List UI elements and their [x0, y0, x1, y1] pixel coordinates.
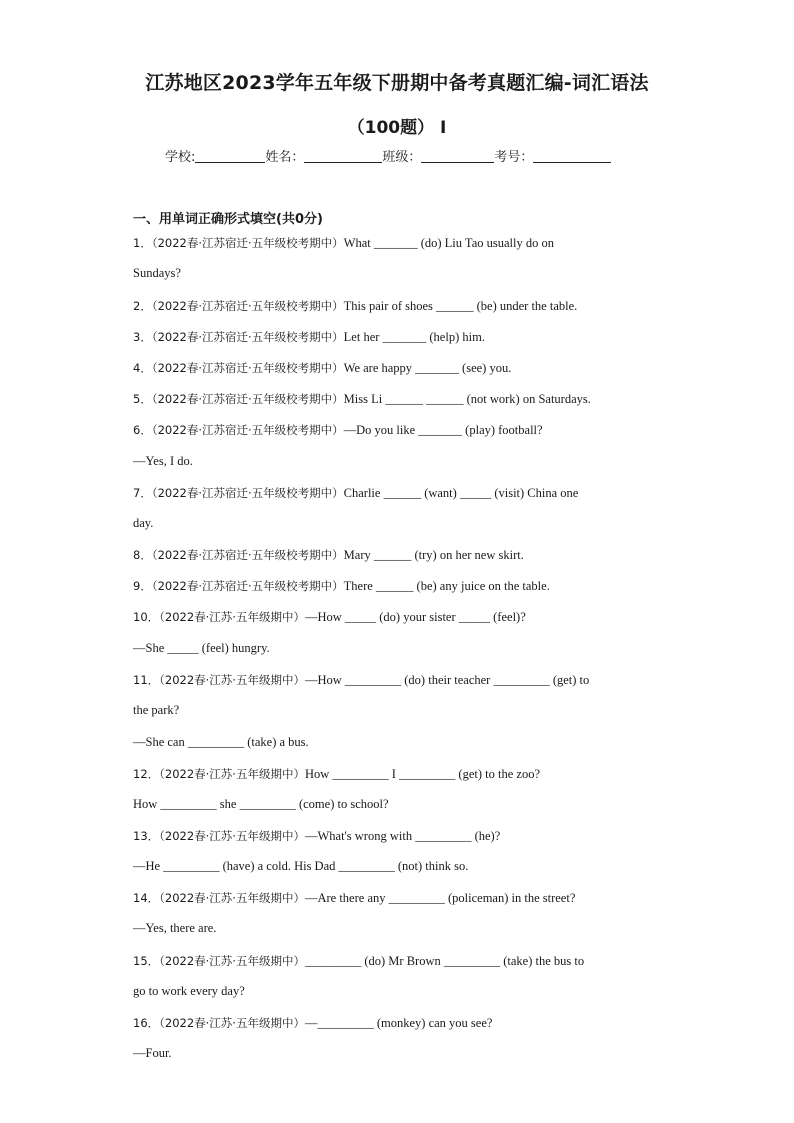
question-line — [133, 1015, 492, 1031]
question-text: —What's wrong with _________ (he)? — [304, 829, 501, 843]
question-text: the park? — [133, 703, 180, 717]
question-text: day. — [133, 516, 154, 530]
question-source: 8．（2022春·江苏宿迁·五年级校考期中） — [133, 548, 344, 562]
question-text: —Yes, I do. — [133, 454, 193, 468]
question-line — [133, 422, 543, 438]
school-label: 学校: — [165, 150, 196, 165]
section-heading: 一、用单词正确形式填空(共0分) — [133, 212, 323, 227]
question-source: 9．（2022春·江苏宿迁·五年级校考期中） — [133, 579, 344, 593]
question-line — [133, 391, 591, 407]
student-info-row — [165, 146, 611, 165]
question-source: 10．（2022春·江苏·五年级期中） — [133, 610, 305, 624]
question-line — [133, 766, 540, 782]
question-continuation-line — [133, 921, 216, 936]
class-blank — [421, 150, 494, 163]
document-subtitle: （100题） I — [347, 118, 447, 138]
document-title: 江苏地区2023学年五年级下册期中备考真题汇编-词汇语法 — [145, 72, 649, 94]
question-text: What _______ (do) Liu Tao usually do on — [343, 236, 554, 250]
school-blank — [195, 150, 265, 163]
question-text: _________ (do) Mr Brown _________ (take) the bus to — [304, 954, 585, 968]
question-line — [133, 547, 524, 563]
question-text: How _________ I _________ (get) to the zoo? — [304, 767, 540, 781]
question-text: —How _________ (do) their teacher _________ (get) to — [304, 673, 590, 687]
question-continuation-line — [133, 735, 309, 750]
question-continuation-line — [133, 516, 153, 531]
question-line — [133, 890, 575, 906]
question-text: go to work every day? — [133, 984, 245, 998]
question-line — [133, 329, 485, 345]
question-text: —Do you like _______ (play) football? — [343, 423, 543, 437]
question-text: —How _____ (do) your sister _____ (feel)? — [304, 610, 526, 624]
question-continuation-line — [133, 797, 389, 812]
question-source: 5．（2022春·江苏宿迁·五年级校考期中） — [133, 392, 344, 406]
question-source: 1．（2022春·江苏宿迁·五年级校考期中） — [133, 236, 344, 250]
question-text: —Four. — [133, 1046, 172, 1060]
question-text: —He _________ (have) a cold. His Dad _________ (not) think so. — [133, 859, 469, 873]
question-source: 14．（2022春·江苏·五年级期中） — [133, 891, 305, 905]
number-blank — [533, 150, 611, 163]
question-text: —She _____ (feel) hungry. — [133, 641, 270, 655]
question-text: Sundays? — [133, 266, 181, 280]
question-line — [133, 235, 554, 251]
question-line — [133, 672, 589, 688]
question-source: 12．（2022春·江苏·五年级期中） — [133, 767, 305, 781]
question-source: 7．（2022春·江苏宿迁·五年级校考期中） — [133, 486, 344, 500]
question-source: 3．（2022春·江苏宿迁·五年级校考期中） — [133, 330, 344, 344]
question-source: 11．（2022春·江苏·五年级期中） — [133, 673, 305, 687]
number-label: 考号： — [494, 150, 534, 165]
class-label: 班级： — [382, 150, 422, 165]
question-text: There ______ (be) any juice on the table. — [343, 579, 550, 593]
name-label: 姓名： — [265, 150, 305, 165]
question-text: Charlie ______ (want) _____ (visit) China one — [343, 486, 579, 500]
question-source: 13．（2022春·江苏·五年级期中） — [133, 829, 305, 843]
question-line — [133, 828, 500, 844]
question-text: Mary ______ (try) on her new skirt. — [343, 548, 524, 562]
question-source: 6．（2022春·江苏宿迁·五年级校考期中） — [133, 423, 344, 437]
question-line — [133, 609, 526, 625]
question-text: —She can _________ (take) a bus. — [133, 735, 309, 749]
question-continuation-line — [133, 703, 179, 718]
question-text: We are happy _______ (see) you. — [343, 361, 512, 375]
question-line — [133, 578, 550, 594]
question-continuation-line — [133, 859, 468, 874]
question-continuation-line — [133, 641, 270, 656]
question-source: 4．（2022春·江苏宿迁·五年级校考期中） — [133, 361, 344, 375]
question-text: This pair of shoes ______ (be) under the table. — [343, 299, 578, 313]
question-text: How _________ she _________ (come) to school? — [133, 797, 389, 811]
question-continuation-line — [133, 454, 193, 469]
question-text: —Yes, there are. — [133, 921, 217, 935]
question-text: —Are there any _________ (policeman) in the street? — [304, 891, 576, 905]
question-continuation-line — [133, 984, 245, 999]
name-blank — [304, 150, 382, 163]
question-text: —_________ (monkey) can you see? — [304, 1016, 493, 1030]
question-line — [133, 953, 584, 969]
question-line — [133, 485, 578, 501]
question-source: 2．（2022春·江苏宿迁·五年级校考期中） — [133, 299, 344, 313]
question-line — [133, 360, 511, 376]
question-continuation-line — [133, 266, 181, 281]
question-continuation-line — [133, 1046, 172, 1061]
question-text: Miss Li ______ ______ (not work) on Saturdays. — [343, 392, 591, 406]
question-source: 15．（2022春·江苏·五年级期中） — [133, 954, 305, 968]
question-line — [133, 298, 577, 314]
question-text: Let her _______ (help) him. — [343, 330, 485, 344]
question-source: 16．（2022春·江苏·五年级期中） — [133, 1016, 305, 1030]
